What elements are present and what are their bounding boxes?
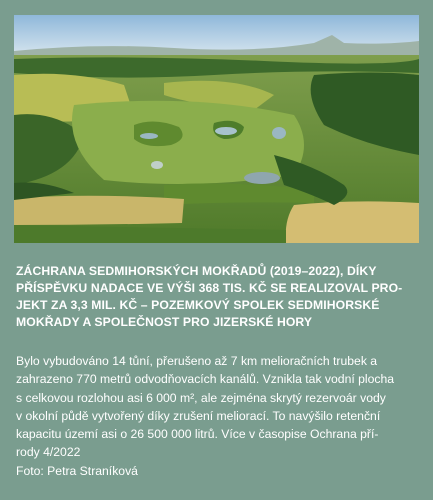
caption-line: JEKT ZA 3,3 MIL. KČ – POZEMKOVÝ SPOLEK SEDMIHORSKÉ bbox=[16, 298, 380, 312]
caption-line: ZÁCHRANA SEDMIHORSKÝCH MOKŘADŮ (2019–2022), DÍKY bbox=[16, 264, 377, 278]
body-line: Bylo vybudováno 14 tůní, přerušeno až 7 km melioračních trubek a bbox=[16, 354, 378, 368]
caption-line: PŘÍSPĚVKU NADACE VE VÝŠI 368 TIS. KČ SE REALIZOVAL PRO- bbox=[16, 281, 403, 295]
body-line: kapacitu území asi o 26 500 000 litrů. Více v časopise Ochrana pří- bbox=[16, 427, 379, 442]
photo-credit: Foto: Petra Straníková bbox=[16, 463, 138, 478]
caption-line: MOKŘADY A SPOLEČNOST PRO JIZERSKÉ HORY bbox=[16, 315, 313, 329]
body-line: s celkovou rozlohou asi 6 000 m², ale zejména skrytý rezervoár vody bbox=[16, 390, 386, 405]
aerial-wetland-photo bbox=[14, 15, 419, 243]
body-line: rody 4/2022 bbox=[16, 445, 81, 460]
body-line: v okolní půdě vytvořený díky zrušení meliorací. To navýšilo retenční bbox=[16, 408, 381, 423]
photo-caption bbox=[16, 263, 417, 331]
body-line: zahrazeno 770 metrů odvodňovacích kanálů. Vznikla tak vodní plocha bbox=[16, 372, 395, 387]
body-text bbox=[16, 352, 421, 480]
